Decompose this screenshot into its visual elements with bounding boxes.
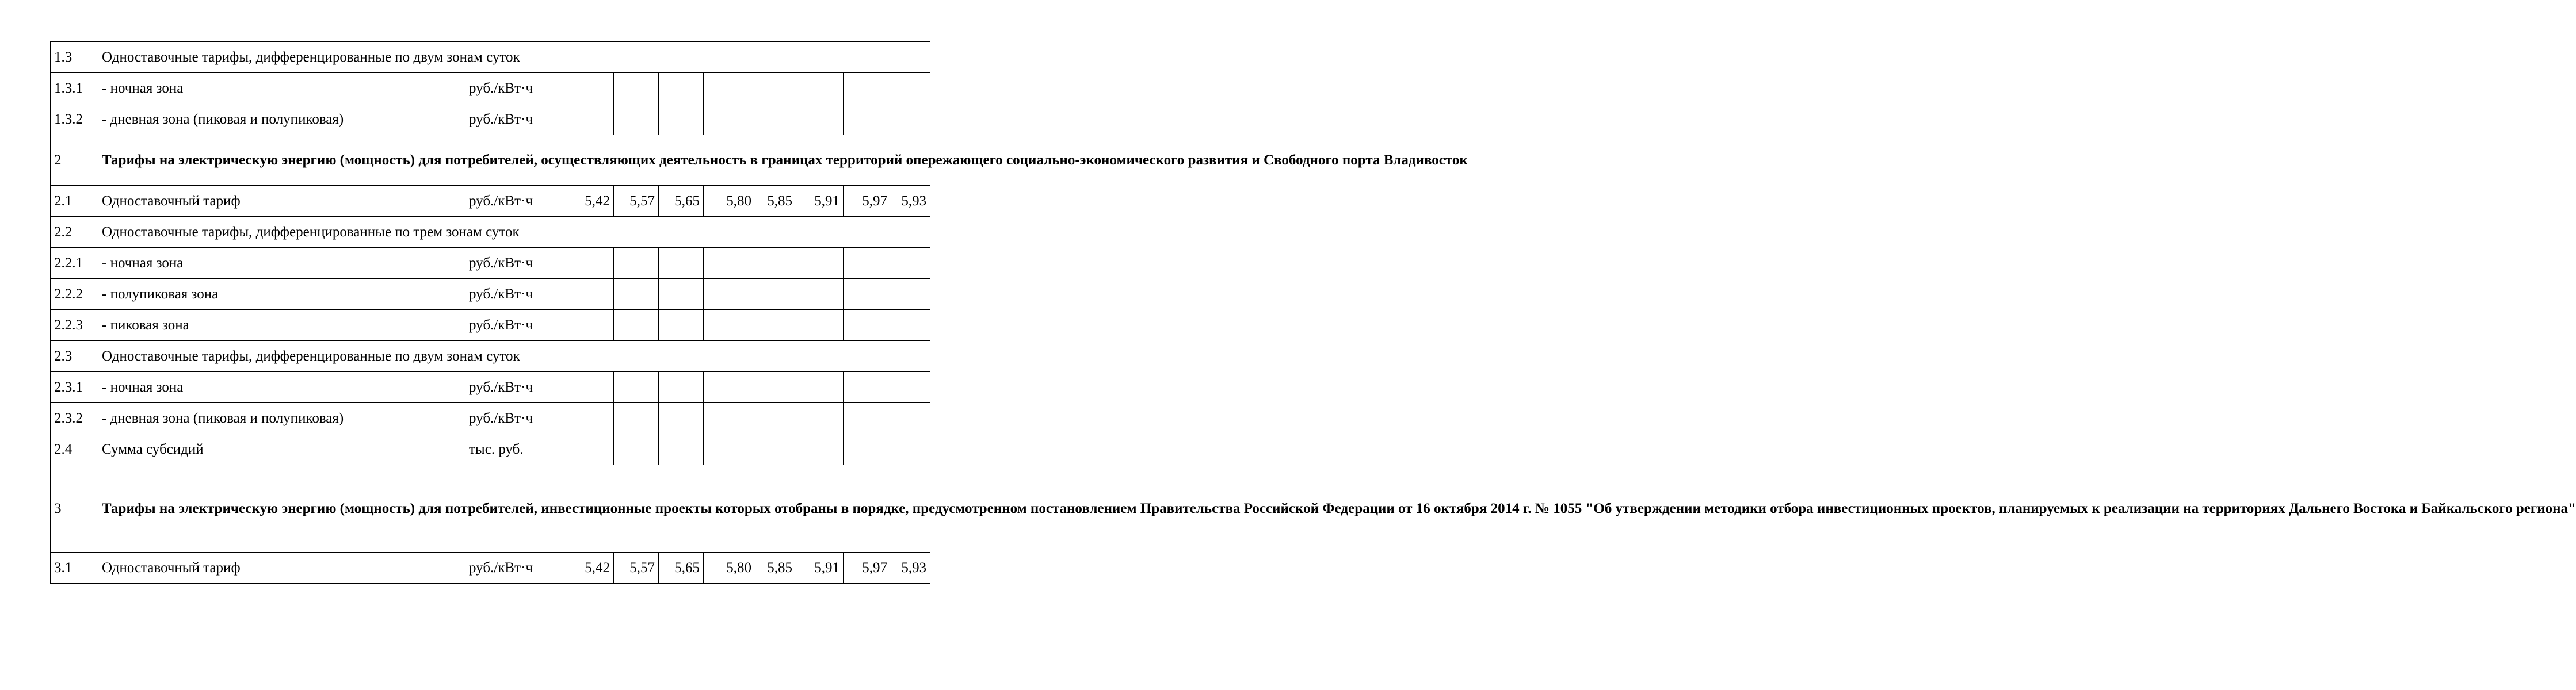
row-description: - дневная зона (пиковая и полупиковая): [98, 403, 465, 434]
row-number: 2.2.2: [51, 279, 98, 310]
value-cell: [844, 104, 891, 135]
value-cell: [704, 279, 755, 310]
row-number: 2.3.2: [51, 403, 98, 434]
value-cell: [573, 73, 614, 104]
unit-cell: тыс. руб.: [465, 434, 573, 465]
table-row: [51, 372, 930, 403]
row-number: 2.3.1: [51, 372, 98, 403]
value-cell: [659, 279, 704, 310]
row-number: 1.3: [51, 42, 98, 73]
unit-cell: руб./кВт·ч: [465, 279, 573, 310]
row-description: - дневная зона (пиковая и полупиковая): [98, 104, 465, 135]
value-cell: [573, 372, 614, 403]
value-cell: [891, 279, 930, 310]
value-cell: [844, 279, 891, 310]
section-heading: Тарифы на электрическую энергию (мощность) для потребителей, инвестиционные проекты которых отобраны в порядке, предусмотренном постановлением Правительства Российской Федерации от 16 октября 2014 г. № 1055 "Об утверждении методики отбора инвестиционных проектов, планируемых к реализации на территориях Дальнего Востока и Байкальского региона": [98, 465, 930, 553]
value-cell: [704, 372, 755, 403]
section-number: 2: [51, 135, 98, 186]
value-cell: [614, 248, 659, 279]
row-description: Одноставочные тарифы, дифференцированные по двум зонам суток: [98, 42, 930, 73]
value-cell: [755, 403, 796, 434]
value-cell: [659, 248, 704, 279]
value-cell: 5,91: [796, 553, 844, 584]
value-cell: [844, 73, 891, 104]
value-cell: [755, 248, 796, 279]
value-cell: [573, 403, 614, 434]
value-cell: [614, 372, 659, 403]
section-heading: Тарифы на электрическую энергию (мощность) для потребителей, осуществляющих деятельность в границах территорий опережающего социально-экономического развития и Свободного порта Владивосток: [98, 135, 930, 186]
row-description: Одноставочные тарифы, дифференцированные по трем зонам суток: [98, 217, 930, 248]
value-cell: 5,42: [573, 553, 614, 584]
row-number: 2.3: [51, 341, 98, 372]
value-cell: [796, 279, 844, 310]
value-cell: [755, 73, 796, 104]
value-cell: [891, 403, 930, 434]
table-row: [51, 42, 930, 73]
row-number: 1.3.2: [51, 104, 98, 135]
section-row: [51, 135, 930, 186]
unit-cell: руб./кВт·ч: [465, 104, 573, 135]
value-cell: [844, 310, 891, 341]
row-number: 1.3.1: [51, 73, 98, 104]
row-description: - полупиковая зона: [98, 279, 465, 310]
value-cell: 5,91: [796, 186, 844, 217]
row-description: - пиковая зона: [98, 310, 465, 341]
value-cell: 5,85: [755, 553, 796, 584]
value-cell: [573, 310, 614, 341]
value-cell: 5,80: [704, 186, 755, 217]
value-cell: [573, 279, 614, 310]
value-cell: [704, 310, 755, 341]
row-number: 2.1: [51, 186, 98, 217]
unit-cell: руб./кВт·ч: [465, 553, 573, 584]
value-cell: 5,97: [844, 186, 891, 217]
value-cell: [704, 403, 755, 434]
unit-cell: руб./кВт·ч: [465, 248, 573, 279]
value-cell: 5,97: [844, 553, 891, 584]
row-description: - ночная зона: [98, 372, 465, 403]
value-cell: [891, 248, 930, 279]
value-cell: 5,93: [891, 553, 930, 584]
value-cell: [796, 434, 844, 465]
row-number: 2.4: [51, 434, 98, 465]
value-cell: [573, 248, 614, 279]
value-cell: [704, 73, 755, 104]
value-cell: [614, 403, 659, 434]
row-number: 2.2: [51, 217, 98, 248]
value-cell: [614, 434, 659, 465]
value-cell: [659, 372, 704, 403]
row-description: Одноставочный тариф: [98, 553, 465, 584]
value-cell: [844, 403, 891, 434]
value-cell: [891, 372, 930, 403]
table-row: [51, 217, 930, 248]
value-cell: [659, 310, 704, 341]
value-cell: [659, 104, 704, 135]
value-cell: 5,85: [755, 186, 796, 217]
value-cell: 5,93: [891, 186, 930, 217]
value-cell: [891, 310, 930, 341]
table-row: [51, 73, 930, 104]
row-description: - ночная зона: [98, 73, 465, 104]
value-cell: 5,57: [614, 553, 659, 584]
value-cell: 5,65: [659, 186, 704, 217]
value-cell: [573, 104, 614, 135]
value-cell: [891, 434, 930, 465]
value-cell: [796, 248, 844, 279]
row-number: 2.2.3: [51, 310, 98, 341]
value-cell: [844, 372, 891, 403]
value-cell: [755, 434, 796, 465]
value-cell: [614, 310, 659, 341]
value-cell: [659, 403, 704, 434]
unit-cell: руб./кВт·ч: [465, 73, 573, 104]
value-cell: [659, 73, 704, 104]
tariff-table: [50, 41, 2576, 584]
value-cell: [659, 434, 704, 465]
value-cell: [614, 279, 659, 310]
value-cell: 5,65: [659, 553, 704, 584]
value-cell: 5,42: [573, 186, 614, 217]
value-cell: [796, 403, 844, 434]
table-row: [51, 279, 930, 310]
value-cell: [891, 104, 930, 135]
unit-cell: руб./кВт·ч: [465, 310, 573, 341]
section-number: 3: [51, 465, 98, 553]
value-cell: [844, 434, 891, 465]
row-description: Одноставочный тариф: [98, 186, 465, 217]
value-cell: [614, 73, 659, 104]
value-cell: [704, 248, 755, 279]
value-cell: [755, 310, 796, 341]
row-number: 2.2.1: [51, 248, 98, 279]
value-cell: [704, 104, 755, 135]
table-row: [51, 186, 930, 217]
unit-cell: руб./кВт·ч: [465, 372, 573, 403]
unit-cell: руб./кВт·ч: [465, 403, 573, 434]
table-row: [51, 341, 930, 372]
value-cell: 5,80: [704, 553, 755, 584]
value-cell: [614, 104, 659, 135]
table-row: [51, 310, 930, 341]
value-cell: [796, 104, 844, 135]
table-row: [51, 403, 930, 434]
row-description: Сумма субсидий: [98, 434, 465, 465]
section-row: [51, 465, 930, 553]
table-row: [51, 434, 930, 465]
row-number: 3.1: [51, 553, 98, 584]
table-row: [51, 553, 930, 584]
value-cell: [573, 434, 614, 465]
unit-cell: руб./кВт·ч: [465, 186, 573, 217]
value-cell: [796, 310, 844, 341]
value-cell: 5,57: [614, 186, 659, 217]
row-description: Одноставочные тарифы, дифференцированные по двум зонам суток: [98, 341, 930, 372]
value-cell: [704, 434, 755, 465]
row-description: - ночная зона: [98, 248, 465, 279]
value-cell: [796, 372, 844, 403]
value-cell: [844, 248, 891, 279]
value-cell: [755, 372, 796, 403]
value-cell: [796, 73, 844, 104]
value-cell: [891, 73, 930, 104]
value-cell: [755, 279, 796, 310]
value-cell: [755, 104, 796, 135]
table-row: [51, 104, 930, 135]
table-row: [51, 248, 930, 279]
